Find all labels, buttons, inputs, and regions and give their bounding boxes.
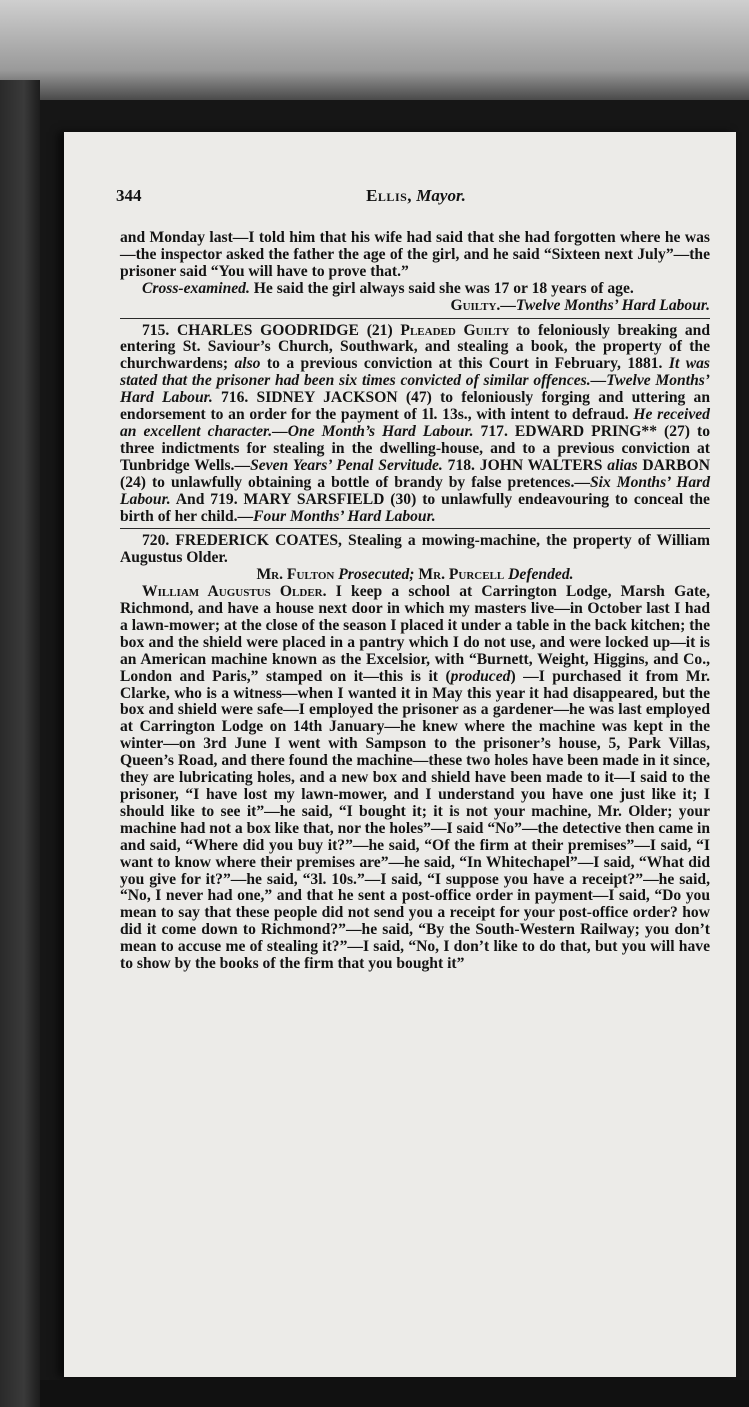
running-head: Ellis, Mayor.	[366, 186, 466, 205]
verdict-line: Guilty.—Twelve Months’ Hard Labour.	[450, 296, 710, 314]
page-number: 344	[116, 186, 142, 205]
cross-examination: Cross-examined. He said the girl always said she was 17 or 18 years of age.	[142, 279, 634, 297]
page-header	[116, 188, 716, 210]
section-rule	[120, 318, 710, 319]
testimony-paragraph: William Augustus Older. I keep a school at Carrington Lodge, Marsh Gate, Richmond, and have a house next door in which my masters live—in October last I had a lawn-mower; at the close of the season I placed it under a table in the back kitchen; the box and the shield were placed in a pantry which I do not use, and were locked up—it is an American machine known as the Excelsior, with “Burnett, Weight, Higgins, and Co., London and Paris,” stamped on it—this is it (produced) —I purchased it from Mr. Clarke, who is a witness—when I wanted it in May this year it had disappeared, but the box and shield were safe—I employed the prisoner as a gardener—he was last employed at Carrington Lodge on 14th January—he knew where the machine was kept in the winter—on 3rd June I went with Sampson to the prisoner’s house, 5, Park Villas, Queen’s Road, and there found the machine—these two holes have been made in it since, they are lubricating holes, and a new box and shield have been made to it—I said to the prisoner, “I have lost my lawn-mower, and I understand you have one just like it; I should like to see it”—he said, “I bought it; it is not your machine, Mr. Older; your machine had not a box like that, nor the holes”—I said “No”—the detective then came in and said, “Where did you buy it?”—he said, “Of the firm at their premises”—I said, “I want to know where their premises are”—he said, “In Whitechapel”—I said, “What did you give for it?”—he said, “3l. 10s.”—I said, “I suppose you have a receipt?”—he said, “No, I never had one,” and that he sent a post-office order in payment—I said, “Do you mean to say that these people did not send you a receipt for your post-office order? how did it come down to Richmond?”—he said, “By the South-Western Railway; you don’t mean to accuse me of stealing it?”—I said, “No, I don’t like to do that, but you will have to show by the books of the firm that you bought it”	[120, 583, 711, 973]
book-page	[64, 132, 736, 1377]
case-720-heading: 720. FREDERICK COATES, Stealing a mowing-machine, the property of William Augustus Older.	[120, 532, 710, 567]
intro-paragraph: and Monday last—I told him that his wife had said that she had forgotten where he was—the inspector asked the father the age of the girl, and he said “Sixteen next July”—the prisoner said “You will have to prove that.”	[120, 229, 710, 280]
cases-paragraph: 715. CHARLES GOODRIDGE (21) Pleaded Guilty to feloniously breaking and entering St. Saviour’s Church, Southwark, and stealing a book, the property of the churchwardens; also to a previous conviction at this Court in February, 1881. It was stated that the prisoner had been six times convicted of similar offences.—Twelve Months’ Hard Labour. 716. SIDNEY JACKSON (47) to feloniously forging and uttering an endorsement to an order for the payment of 1l. 13s., with intent to defraud. He received an excellent character.—One Month’s Hard Labour. 717. EDWARD PRING** (27) to three indictments for stealing in the dwelling-house, and to a previous conviction at Tunbridge Wells.—Seven Years’ Penal Servitude. 718. JOHN WALTERS alias DARBON (24) to unlawfully obtaining a bottle of brandy by false pretences.—Six Months’ Hard Labour. And 719. MARY SARSFIELD (30) to unlawfully endeavouring to conceal the birth of her child.—Four Months’ Hard Labour.	[120, 321, 711, 525]
book-spine-edge	[0, 80, 40, 1407]
scanner-background-bottom	[40, 1380, 749, 1407]
page-body	[120, 230, 710, 973]
scanner-background	[0, 0, 749, 100]
counsel-line: Mr. Fulton Prosecuted; Mr. Purcell Defended.	[256, 566, 574, 584]
section-rule	[120, 528, 710, 529]
